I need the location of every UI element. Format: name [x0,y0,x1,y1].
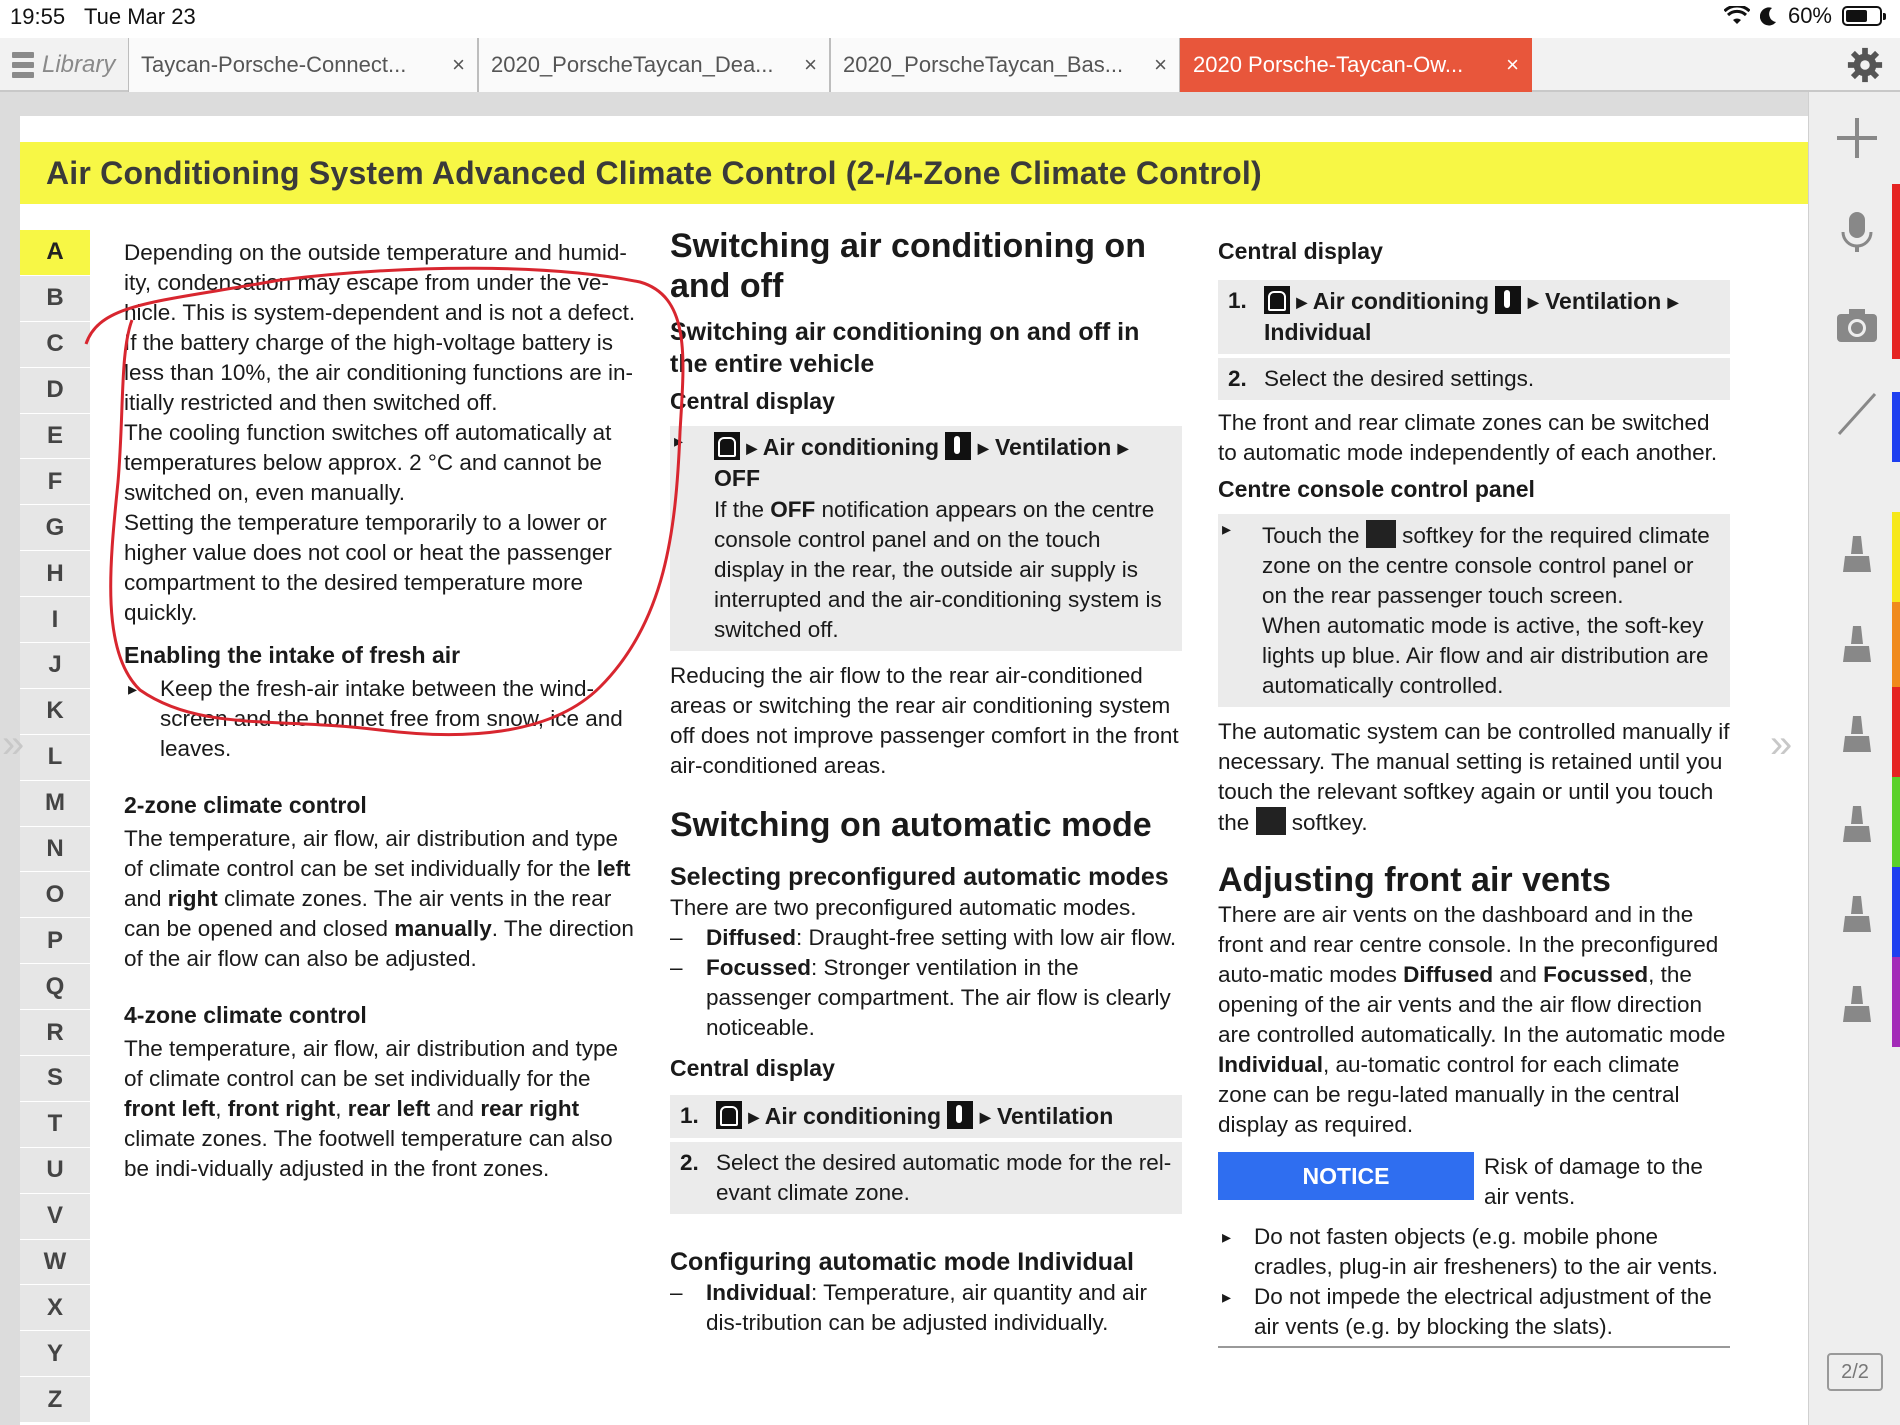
diffused-item: – Diffused: Draught-free setting with low air flow. [670,923,1182,953]
touch-note: When automatic mode is active, the soft-key lights up blue. Air flow and air distribution are automatically controlled. [1262,613,1709,698]
pen-icon[interactable] [1835,392,1879,436]
tab-bar [0,38,1900,92]
highlighter-icon[interactable] [1835,622,1879,666]
fan-icon [1495,286,1521,314]
preconfigured-text: There are two preconfigured automatic modes. [670,895,1137,920]
notice-text: Risk of damage to the air vents. [1484,1154,1703,1209]
alphabet-letter-y[interactable]: Y [20,1331,90,1377]
auto-mode-heading: Switching on automatic mode [670,806,1152,844]
section-title: Air Conditioning System Advanced Climate Control (2-/4-Zone Climate Control) [46,155,1262,191]
status-bar [0,0,1900,34]
page-left-margin [0,116,20,1425]
switch-heading: Switching air conditioning on and off [670,227,1146,305]
column-3 [1218,236,1730,1348]
alphabet-letter-g[interactable]: G [20,505,90,551]
manual-paragraph: The automatic system can be controlled manually if necessary. The manual setting is retained until you touch the relevant softkey again or until you touch the softkey. [1218,719,1730,835]
softkey-icon [1366,520,1396,548]
library-icon [12,52,34,78]
alphabet-letter-d[interactable]: D [20,368,90,414]
next-page-arrow[interactable]: » [1770,722,1793,766]
alphabet-letter-c[interactable]: C [20,322,90,368]
notice-badge: NOTICE [1218,1152,1474,1200]
notice-block [1218,1152,1730,1212]
alphabet-letter-z[interactable]: Z [20,1377,90,1423]
alphabet-letter-i[interactable]: I [20,597,90,643]
preconfigured-heading: Selecting preconfigured automatic modes [670,863,1169,891]
zone4-heading: 4-zone climate control [124,1002,367,1028]
zones-paragraph: The front and rear climate zones can be switched to automatic mode independently of each another. [1218,410,1718,465]
off-path: ▸ ▶ Air conditioning ▶ Ventilation ▶ OFF [714,434,1129,491]
alphabet-letter-s[interactable]: S [20,1056,90,1102]
central-display-label-1: Central display [670,388,835,414]
battery-icon [1842,6,1882,26]
tab-document-4-active[interactable] [1180,38,1532,92]
highlighter-icon[interactable] [1835,532,1879,576]
intro-paragraph-2: If the battery charge of the high-voltage battery is less than 10%, the air conditioning functions are in-itially restricted and then switched off. [124,330,634,415]
document-page[interactable] [0,92,1808,1425]
touch-text: ▸ Touch the softkey for the required climate zone on the centre console control panel or on the rear passenger touch screen. [1262,520,1720,611]
tab-label: 2020_PorscheTaycan_Dea... [491,52,774,77]
fresh-air-heading: Enabling the intake of fresh air [124,642,461,668]
alphabet-letter-r[interactable]: R [20,1010,90,1056]
status-right [1724,3,1882,29]
status-time: 19:55 [10,4,66,29]
vents-paragraph: There are air vents on the dashboard and in the front and rear centre console. In the preconfigured auto-matic modes Diffused and Focussed, the opening of the air vents and the air flow direction are controlled automatically. In the automatic mode Individual, au-tomatic control for each climate zone can be regu-lated manually in the central display as required. [1218,902,1726,1137]
fan-icon [945,432,971,460]
highlighter-icon[interactable] [1835,892,1879,936]
color-blue-2[interactable] [1892,867,1900,957]
plus-icon[interactable] [1835,116,1879,160]
alphabet-letter-b[interactable]: B [20,276,90,322]
microphone-icon[interactable] [1835,210,1879,254]
zone2-text: The temperature, air flow, air distribution and type of climate control can be set individually for the left and right climate zones. The air vents in the rear can be opened and closed manually. The direction of the air flow can also be adjusted. [124,826,634,971]
annotation-toolbar [1808,92,1900,1425]
alphabet-letter-k[interactable]: K [20,689,90,735]
library-button[interactable] [12,38,115,92]
alphabet-letter-a[interactable]: A [20,230,90,276]
column-2 [670,226,1182,1338]
close-icon[interactable]: × [1506,52,1519,77]
alphabet-letter-x[interactable]: X [20,1285,90,1331]
tab-document-1[interactable] [128,38,478,92]
color-red-2[interactable] [1892,687,1900,777]
color-purple[interactable] [1892,957,1900,1047]
color-yellow[interactable] [1892,512,1900,602]
tab-document-3[interactable] [830,38,1180,92]
intro-paragraph-3: The cooling function switches off automatically at temperatures below approx. 2 °C and cannot be switched on, even manually. [124,420,612,505]
softkey-icon [1256,807,1286,835]
alphabet-letter-n[interactable]: N [20,827,90,873]
central-display-label-2: Central display [670,1055,835,1081]
tab-label: Taycan-Porsche-Connect... [141,52,407,77]
alphabet-letter-m[interactable]: M [20,781,90,827]
close-icon[interactable]: × [804,52,817,77]
color-red[interactable] [1892,184,1900,359]
gear-icon[interactable] [1846,46,1884,84]
notice-rule [1218,1346,1730,1348]
notice-item-1: ▸ Do not fasten objects (e.g. mobile phone cradles, plug-in air fresheners) to the air vents. [1218,1222,1730,1282]
fresh-air-item: ▸ Keep the fresh-air intake between the wind-screen and the bonnet free from snow, ice and leaves. [124,674,636,764]
close-icon[interactable]: × [452,52,465,77]
auto-step-2: 2. Select the desired automatic mode for the rel-evant climate zone. [670,1142,1182,1214]
prev-page-arrow[interactable]: » [2,722,25,766]
alphabet-letter-w[interactable]: W [20,1240,90,1286]
alphabet-letter-p[interactable]: P [20,918,90,964]
color-green[interactable] [1892,777,1900,867]
notice-item-2: ▸ Do not impede the electrical adjustment of the air vents (e.g. by blocking the slats). [1218,1282,1730,1342]
alphabet-letter-q[interactable]: Q [20,964,90,1010]
touch-box [1218,514,1730,707]
color-blue[interactable] [1892,392,1900,462]
alphabet-letter-u[interactable]: U [20,1148,90,1194]
camera-icon[interactable] [1835,304,1879,348]
switch-subheading: Switching air conditioning on and off in the entire vehicle [670,318,1140,378]
fan-icon [947,1101,973,1129]
highlighter-icon[interactable] [1835,982,1879,1026]
library-label: Library [42,51,116,78]
car-icon [1264,286,1290,314]
central-display-label-3: Central display [1218,238,1383,264]
intro-paragraph-4: Setting the temperature temporarily to a lower or higher value does not cool or heat the passenger compartment to the desired temperature more quickly. [124,510,612,625]
car-icon [716,1101,742,1129]
vents-heading: Adjusting front air vents [1218,861,1611,899]
alphabet-letter-l[interactable]: L [20,735,90,781]
alphabet-letter-e[interactable]: E [20,414,90,460]
wifi-icon [1724,6,1750,26]
alphabet-letter-j[interactable]: J [20,643,90,689]
freehand-annotation[interactable] [80,202,700,762]
section-header [20,142,1808,204]
intro-paragraph-1: Depending on the outside temperature and humid-ity, condensation may escape from under the ve-hicle. This is system-dependent and is not a defect. [124,240,636,325]
color-orange[interactable] [1892,602,1900,687]
configure-heading: Configuring automatic mode Individual [670,1248,1134,1276]
alphabet-letter-t[interactable]: T [20,1102,90,1148]
individual-item: – Individual: Temperature, air quantity and air dis-tribution can be adjusted individually. [670,1278,1182,1338]
car-icon [714,432,740,460]
page-indicator[interactable]: 2/2 [1827,1353,1883,1391]
individual-step-2: 2. Select the desired settings. [1218,358,1730,400]
tab-document-2[interactable] [478,38,830,92]
console-heading: Centre console control panel [1218,476,1535,502]
moon-icon [1760,6,1778,26]
off-path-box [670,426,1182,651]
highlighter-icon[interactable] [1835,802,1879,846]
auto-step-1: 1. ▶ Air conditioning ▶ Ventilation [670,1095,1182,1138]
alphabet-letter-h[interactable]: H [20,551,90,597]
off-note: If the OFF notification appears on the centre console control panel and on the touch display in the rear, the outside air supply is interrupted and the air-conditioning system is switched off. [714,497,1162,642]
individual-step-1: 1. ▶ Air conditioning ▶ Ventilation ▶ Individual [1218,280,1730,354]
alphabet-letter-v[interactable]: V [20,1194,90,1240]
page-top-margin [0,92,1808,116]
zone4-text: The temperature, air flow, air distribution and type of climate control can be set individually for the front left, front right, rear left and rear right climate zones. The footwell temperature can also be indi-vidually adjusted in the front zones. [124,1036,619,1181]
alphabet-letter-o[interactable]: O [20,872,90,918]
highlighter-icon[interactable] [1835,712,1879,756]
reducing-paragraph: Reducing the air flow to the rear air-conditioned areas or switching the rear air conditioning system off does not improve passenger comfort in the front air-conditioned areas. [670,663,1179,778]
close-icon[interactable]: × [1154,52,1167,77]
status-date: Tue Mar 23 [84,4,196,29]
alphabet-letter-f[interactable]: F [20,459,90,505]
battery-percent: 60% [1787,3,1832,28]
tab-label: 2020_PorscheTaycan_Bas... [843,52,1124,77]
focussed-item: – Focussed: Stronger ventilation in the passenger compartment. The air flow is clearly noticeable. [670,953,1182,1043]
zone2-heading: 2-zone climate control [124,792,367,818]
tab-label: 2020 Porsche-Taycan-Ow... [1193,52,1464,77]
